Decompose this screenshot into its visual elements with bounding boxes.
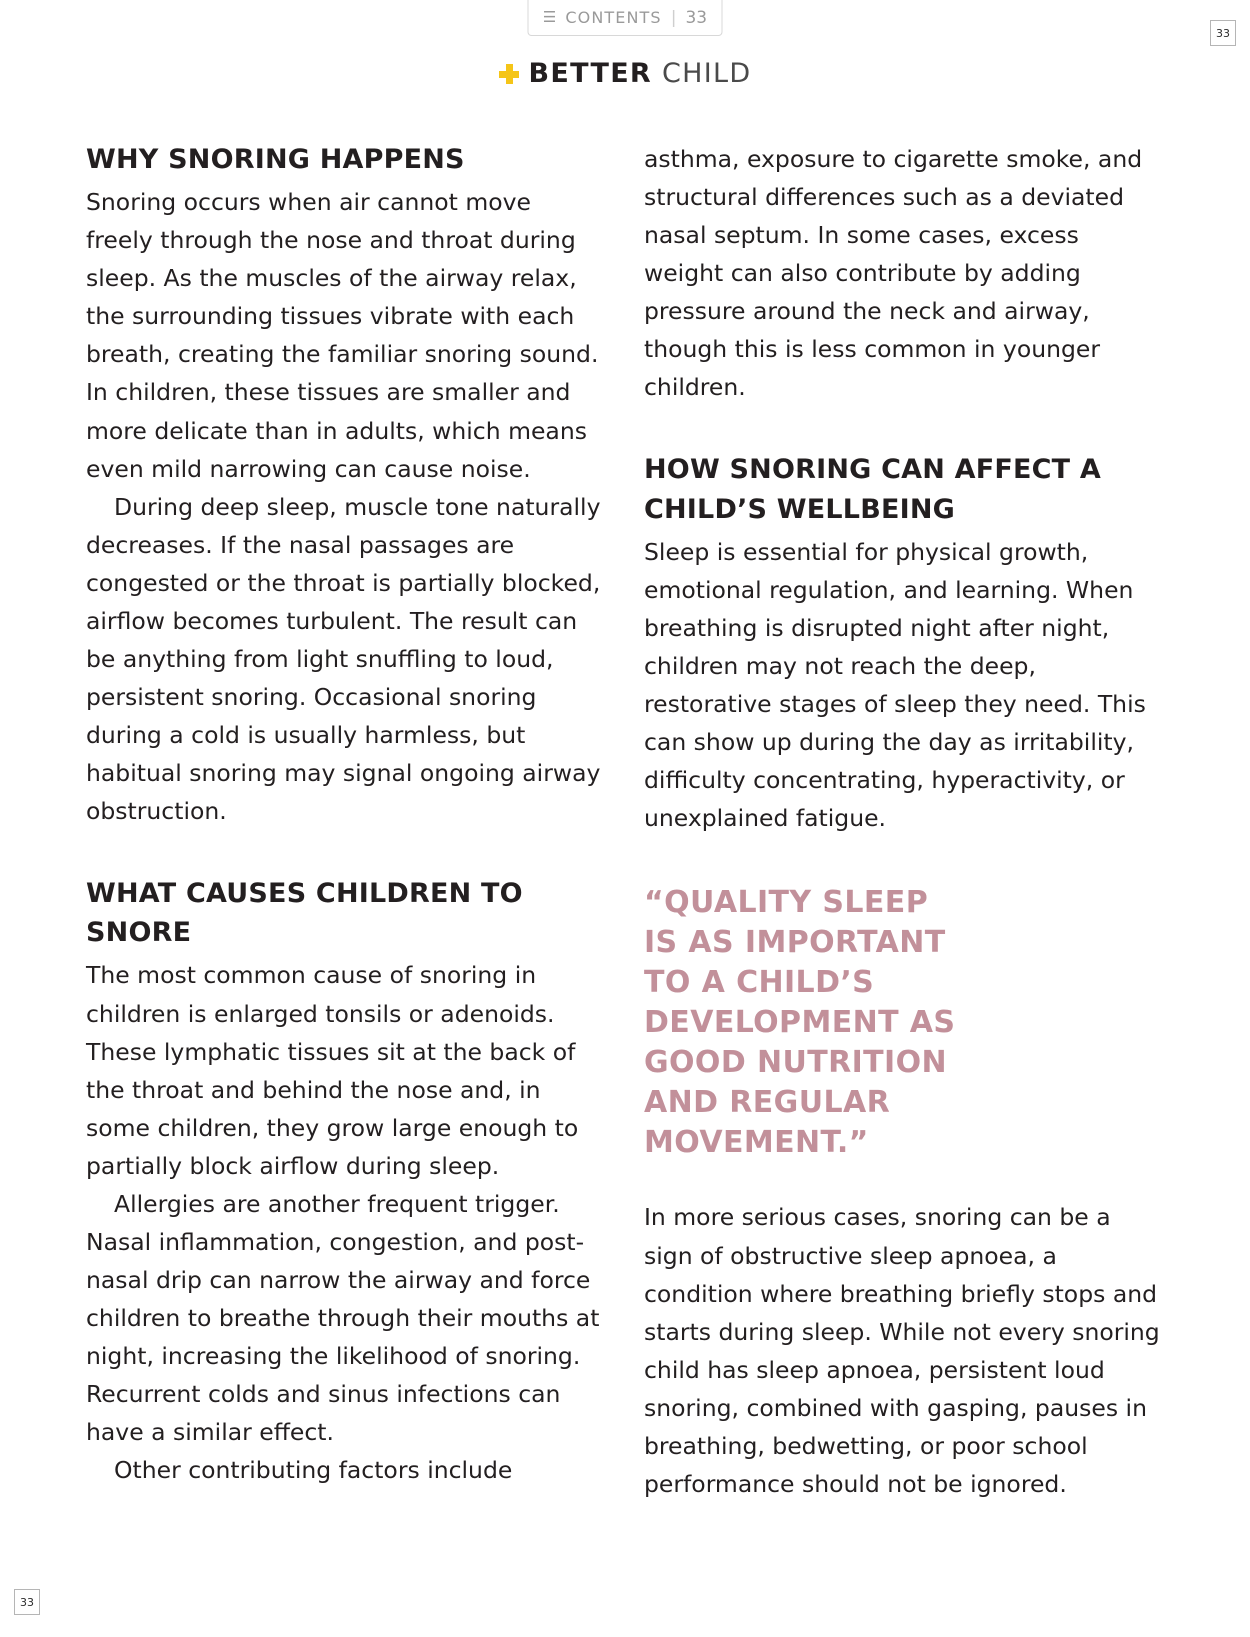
paragraph-deep-sleep: During deep sleep, muscle tone naturally decreases. If the nasal passages are congested or the throat is partially blocked, airflow becomes turbulent. The result can be anything from light snuffling to loud, persistent snoring. Occasional snoring during a cold is usually harmless, but habitual snoring may signal ongoing airway obstruction. bbox=[86, 492, 601, 826]
brand-name-light: CHILD bbox=[662, 58, 752, 89]
hamburger-icon: ☰ bbox=[542, 8, 557, 26]
pull-quote-line: TO A CHILD’S bbox=[644, 965, 875, 1000]
pull-quote-line: GOOD NUTRITION bbox=[644, 1044, 948, 1080]
pull-quote-line: DEVELOPMENT AS bbox=[644, 1004, 956, 1040]
section-heading-why-snoring-happens: WHY SNORING HAPPENS bbox=[86, 144, 465, 175]
paragraph-snoring-mechanism: Snoring occurs when air cannot move freely through the nose and throat during sleep. As the muscles of the airway relax, the surrounding tissues vibrate with each breath, creating the familiar snoring sound. In children, these tissues are smaller and more delicate than in adults, which means even mild narrowing can cause noise. bbox=[86, 188, 599, 483]
pull-quote-line: MOVEMENT.” bbox=[644, 1124, 869, 1160]
paragraph-sleep-apnoea: In more serious cases, snoring can be a sign of obstructive sleep apnoea, a condition where breathing briefly stops and starts during sleep. While not every snoring child has sleep apnoea, persistent loud snoring, combined with gasping, pauses in breathing, bedwetting, or poor school performance should not be ignored. bbox=[644, 1203, 1160, 1498]
contents-divider: | bbox=[670, 7, 677, 28]
section-heading-what-causes-children-to-snore: WHAT CAUSES CHILDREN TO SNORE bbox=[86, 878, 523, 949]
right-column bbox=[644, 140, 1162, 1503]
section-heading-how-snoring-affects-wellbeing: HOW SNORING CAN AFFECT A CHILD’S WELLBEING bbox=[644, 454, 1101, 525]
paragraph-tonsils-adenoids: The most common cause of snoring in children is enlarged tonsils or adenoids. These lymphatic tissues sit at the back of the throat and behind the nose and, in some children, they grow large enough to partially block airflow during sleep. bbox=[86, 961, 579, 1180]
brand-name-bold: BETTER bbox=[528, 58, 653, 89]
pull-quote-line: IS AS IMPORTANT bbox=[644, 925, 946, 961]
plus-cross-icon bbox=[499, 64, 519, 84]
article-body bbox=[86, 140, 1162, 1503]
page-marker-bottom-left: 33 bbox=[14, 1589, 40, 1615]
contents-page-number: 33 bbox=[685, 7, 708, 28]
masthead bbox=[0, 58, 1250, 89]
pull-quote-line: “QUALITY SLEEP bbox=[644, 885, 929, 921]
page-marker-top-right: 33 bbox=[1210, 20, 1236, 46]
paragraph-other-factors: Other contributing factors include bbox=[114, 1456, 513, 1485]
left-column bbox=[86, 140, 604, 1503]
contents-bar[interactable] bbox=[528, 0, 723, 36]
paragraph-allergies: Allergies are another frequent trigger. Nasal inflammation, congestion, and post-nasal drip can narrow the airway and force children to breathe through their mouths at night, increasing the likelihood of snoring. Recurrent colds and sinus infections can have a similar effect. bbox=[86, 1189, 600, 1447]
pull-quote bbox=[644, 883, 1162, 1162]
paragraph-sleep-importance: Sleep is essential for physical growth, emotional regulation, and learning. When breathing is disrupted night after night, children may not reach the deep, restorative stages of sleep they need. This can show up during the day as irritability, difficulty concentrating, hyperactivity, or unexplained fatigue. bbox=[644, 537, 1146, 833]
paragraph-other-factors-continued: asthma, exposure to cigarette smoke, and structural differences such as a deviated nasal septum. In some cases, excess weight can also contribute by adding pressure around the neck and airway, though this is less common in younger children. bbox=[644, 145, 1143, 402]
pull-quote-line: AND REGULAR bbox=[644, 1084, 891, 1120]
contents-label: CONTENTS bbox=[565, 8, 662, 27]
